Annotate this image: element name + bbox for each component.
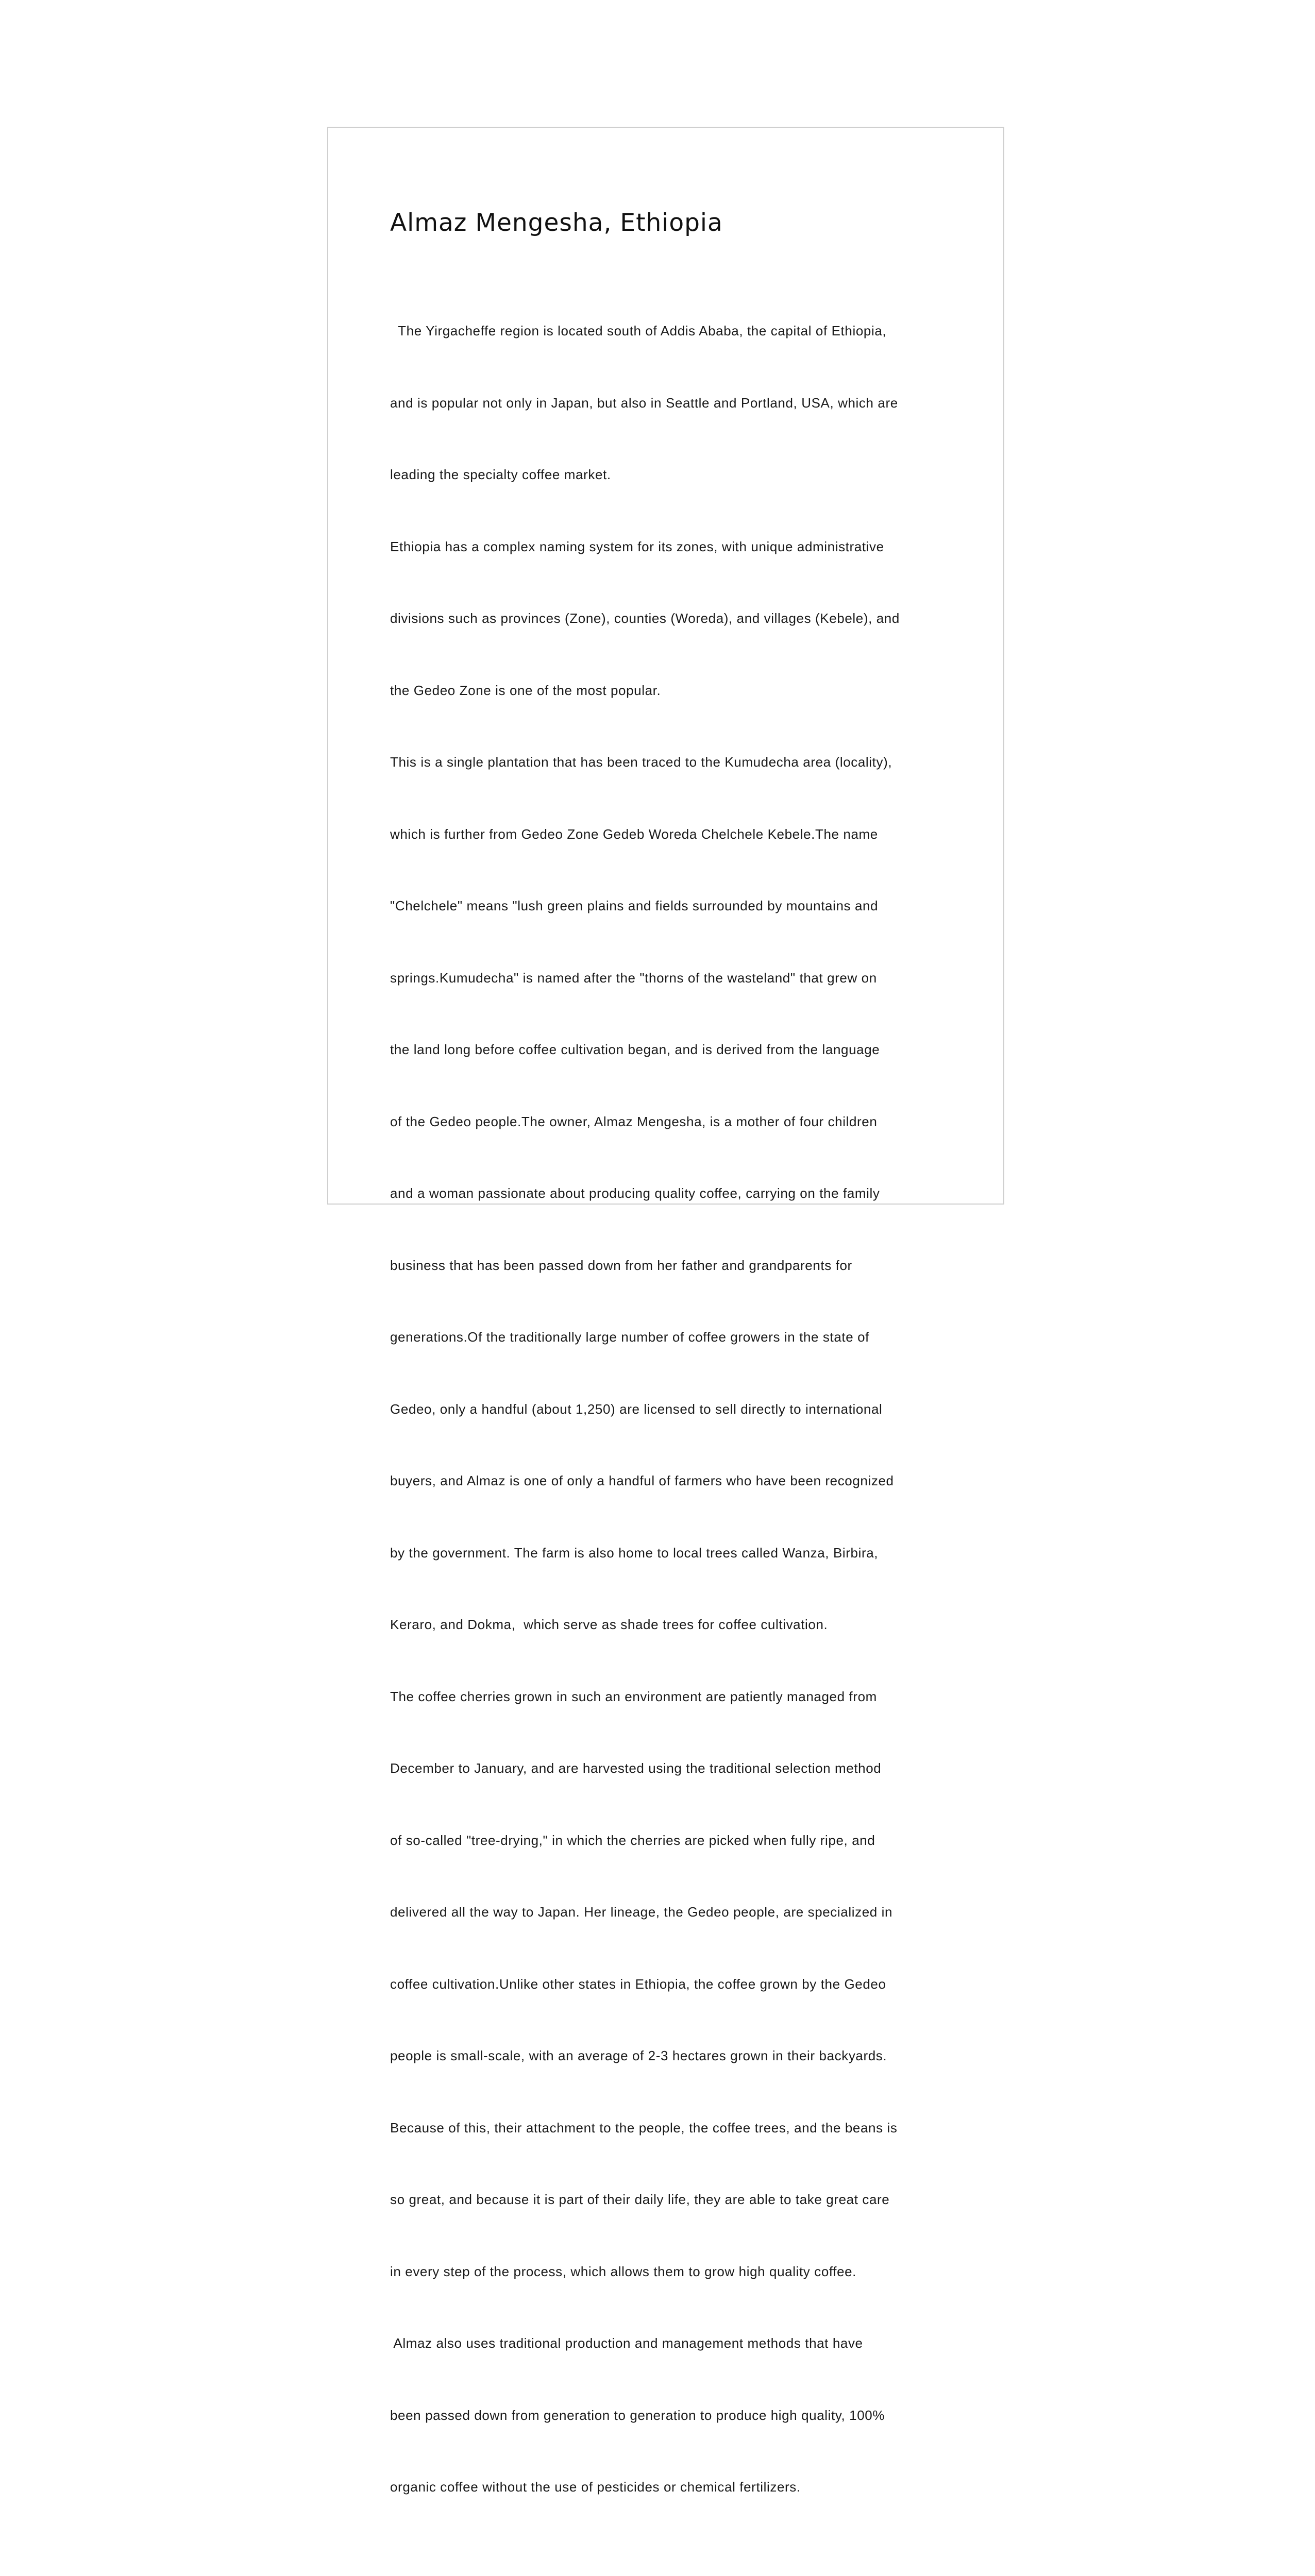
description-line: business that has been passed down from her father and grandparents for: [390, 1257, 852, 1273]
description-line: of the Gedeo people.The owner, Almaz Mengesha, is a mother of four children: [390, 1113, 878, 1129]
description-line: in every step of the process, which allows them to grow high quality coffee.: [390, 2263, 857, 2279]
description-line: leading the specialty coffee market.: [390, 467, 611, 482]
description-line: people is small-scale, with an average of 2-3 hectares grown in their backyards.: [390, 2048, 887, 2063]
description-line: The Yirgacheffe region is located south of Addis Ababa, the capital of Ethiopia,: [390, 323, 887, 338]
description-line: The coffee cherries grown in such an environment are patiently managed from: [390, 1688, 877, 1704]
description-line: by the government. The farm is also home to local trees called Wanza, Birbira,: [390, 1545, 879, 1561]
description-line: which is further from Gedeo Zone Gedeb Woreda Chelchele Kebele.The name: [390, 826, 878, 842]
description-line: organic coffee without the use of pesticides or chemical fertilizers.: [390, 2479, 801, 2495]
paragraph-gap: [390, 2547, 936, 2571]
description-line: coffee cultivation.Unlike other states in Ethiopia, the coffee grown by the Gedeo: [390, 1976, 886, 1992]
description: [390, 271, 936, 2576]
page-title: Almaz Mengesha, Ethiopia: [390, 209, 723, 237]
description-line: Because of this, their attachment to the people, the coffee trees, and the beans is: [390, 2120, 898, 2136]
description-line: springs.Kumudecha" is named after the "thorns of the wasteland" that grew on: [390, 970, 877, 986]
description-line: and a woman passionate about producing quality coffee, carrying on the family: [390, 1185, 880, 1201]
description-line: been passed down from generation to generation to produce high quality, 100%: [390, 2407, 885, 2423]
description-line: so great, and because it is part of their daily life, they are able to take great care: [390, 2192, 890, 2207]
description-line: and is popular not only in Japan, but also in Seattle and Portland, USA, which are: [390, 395, 898, 411]
description-line: buyers, and Almaz is one of only a handful of farmers who have been recognized: [390, 1473, 894, 1488]
description-line: Almaz also uses traditional production and management methods that have: [390, 2335, 863, 2351]
description-line: Keraro, and Dokma, which serve as shade trees for coffee cultivation.: [390, 1617, 828, 1632]
description-line: the Gedeo Zone is one of the most popular.: [390, 682, 661, 698]
document-content: [390, 205, 936, 2576]
description-line: "Chelchele" means "lush green plains and fields surrounded by mountains and: [390, 898, 879, 913]
description-line: Ethiopia has a complex naming system for its zones, with unique administrative: [390, 538, 884, 554]
document-card: [327, 127, 1004, 2495]
description-line: of so-called "tree-drying," in which the cherries are picked when fully ripe, and: [390, 1832, 875, 1848]
description-line: Gedeo, only a handful (about 1,250) are licensed to sell directly to international: [390, 1401, 883, 1417]
description-line: This is a single plantation that has been traced to the Kumudecha area (locality),: [390, 754, 892, 770]
description-line: December to January, and are harvested using the traditional selection method: [390, 1760, 882, 1776]
description-line: delivered all the way to Japan. Her lineage, the Gedeo people, are specialized in: [390, 1904, 893, 1920]
description-line: the land long before coffee cultivation began, and is derived from the language: [390, 1042, 880, 1057]
description-line: divisions such as provinces (Zone), counties (Woreda), and villages (Kebele), and: [390, 611, 900, 626]
description-line: generations.Of the traditionally large number of coffee growers in the state of: [390, 1329, 869, 1345]
